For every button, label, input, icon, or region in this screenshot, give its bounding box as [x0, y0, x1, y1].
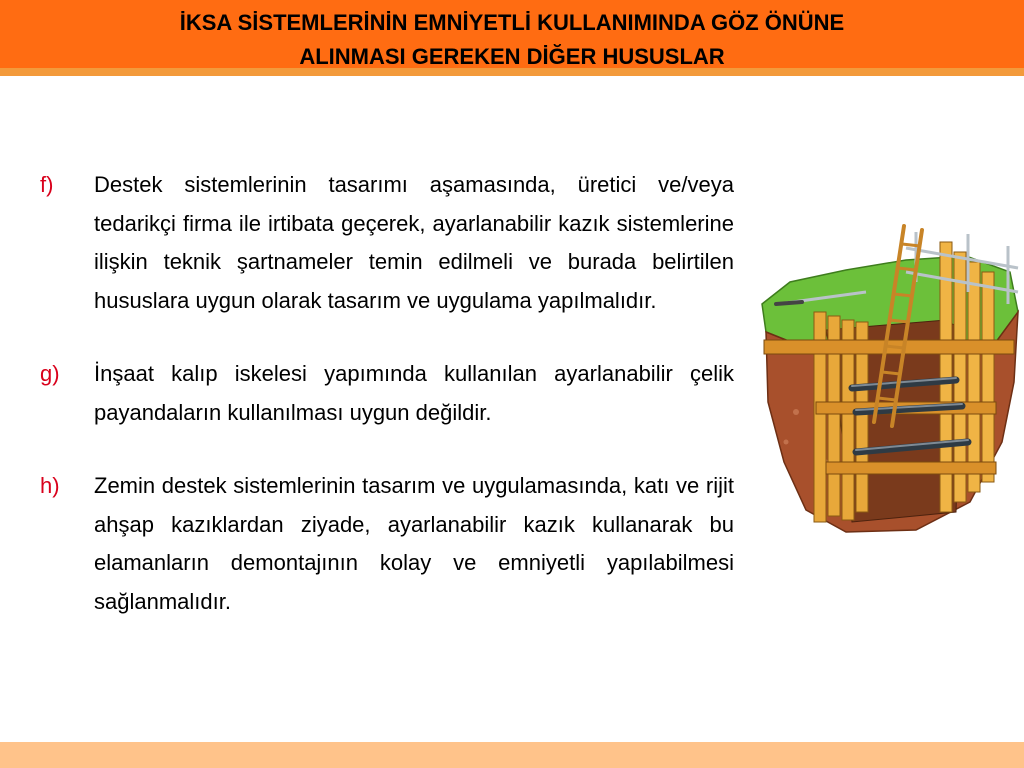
list-item-g: [40, 355, 734, 432]
list-item-f: [40, 166, 734, 320]
bullet-list: [40, 166, 734, 621]
slide-title-line-2: ALINMASI GEREKEN DİĞER HUSUSLAR: [299, 44, 725, 69]
slide-title: [40, 6, 984, 74]
list-marker: f): [40, 172, 54, 197]
list-item-h: [40, 467, 734, 621]
trench-shoring-illustration: [756, 212, 1022, 542]
footer-bar: [0, 742, 1024, 768]
list-marker: g): [40, 361, 60, 386]
list-item-text: Zemin destek sistemlerinin tasarım ve uygulamasında, katı ve rijit ahşap kazıklardan ziyade, ayarlanabilir kazık kullanarak bu elamanların demontajının kolay ve emniyetli yapılabilmesi sağlanmalıdır.: [94, 473, 734, 614]
list-item-text: İnşaat kalıp iskelesi yapımında kullanılan ayarlanabilir çelik payandaların kullanılması uygun değildir.: [94, 361, 734, 425]
list-marker: h): [40, 473, 60, 498]
slide-title-line-1: İKSA SİSTEMLERİNİN EMNİYETLİ KULLANIMINDA GÖZ ÖNÜNE: [179, 10, 845, 35]
list-item-text: Destek sistemlerinin tasarımı aşamasında, üretici ve/veya tedarikçi firma ile irtibata geçerek, ayarlanabilir kazık sistemlerine ilişkin teknik şartnameler temin edilmeli ve burada belirtilen hususlara uygun olarak tasarım ve uygulama yapılmalıdır.: [94, 172, 734, 313]
